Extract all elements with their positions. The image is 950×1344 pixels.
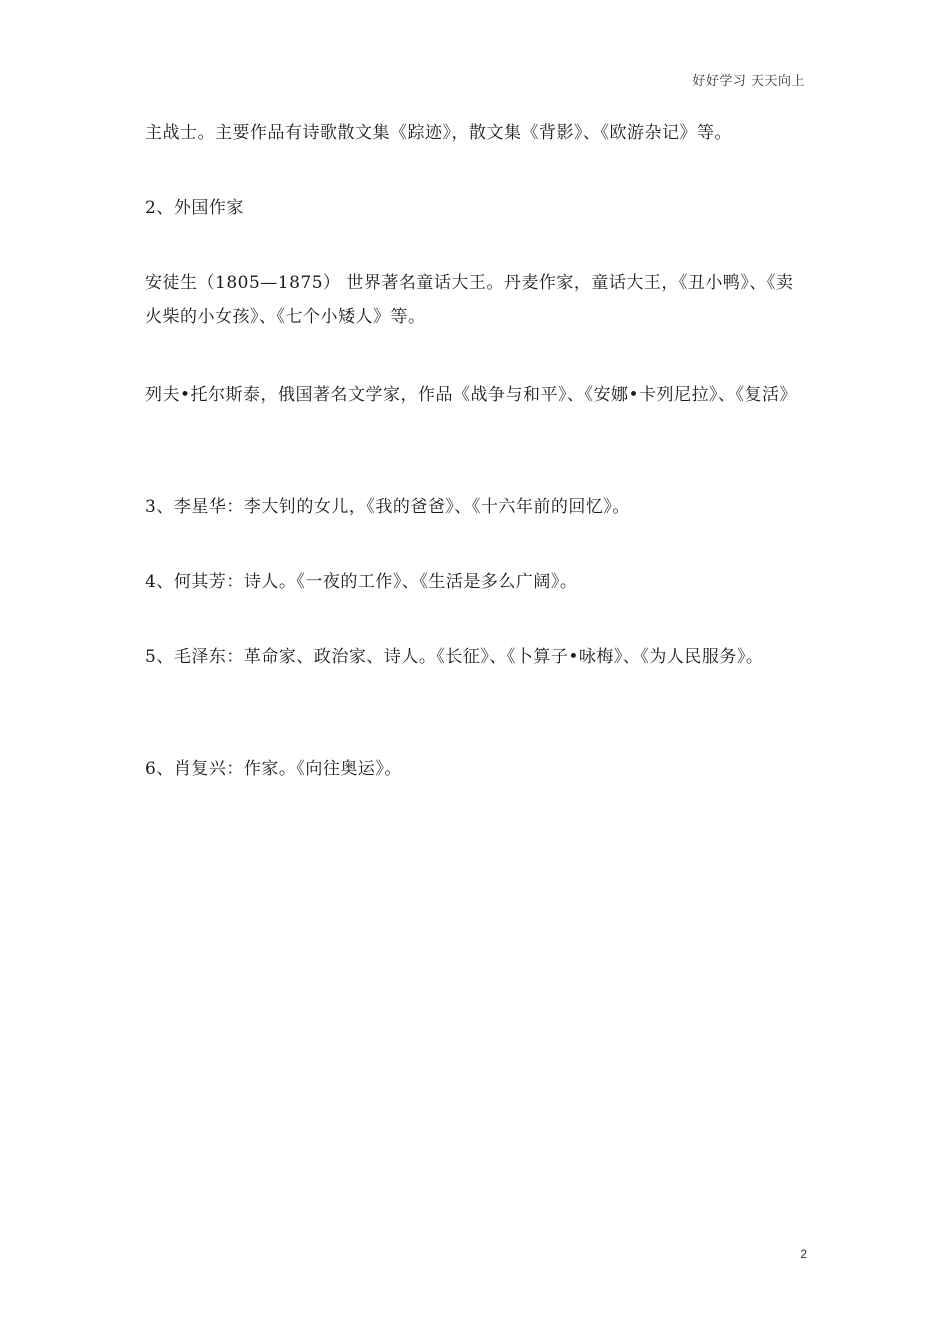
page-header-motto: 好好学习 天天向上 [692,74,805,89]
paragraph-andersen: 安徒生（1805—1875） 世界著名童话大王。丹麦作家，童话大王，《丑小鸭》、《卖火柴的小女孩》、《七个小矮人》等。 [145,273,794,327]
paragraph-xiao-fuxing: 6、肖复兴：作家。《向往奥运》。 [145,759,402,779]
paragraph-mao-zedong: 5、毛泽东：革命家、政治家、诗人。《长征》、《卜算子•咏梅》、《为人民服务》。 [145,647,764,667]
paragraph-he-qifang: 4、何其芳：诗人。《一夜的工作》、《生活是多么广阔》。 [145,572,578,592]
paragraph-tolstoy: 列夫•托尔斯泰，俄国著名文学家，作品《战争与和平》、《安娜•卡列尼拉》、《复活》 [145,385,798,405]
page-number: 2 [800,1247,807,1261]
paragraph-li-xinghua: 3、李星华：李大钊的女儿，《我的爸爸》、《十六年前的回忆》。 [145,497,630,517]
section-heading-foreign-authors: 2、外国作家 [145,198,244,218]
paragraph-zhu-ziqing-works: 主战士。主要作品有诗歌散文集《踪迹》，散文集《背影》、《欧游杂记》等。 [145,123,732,143]
